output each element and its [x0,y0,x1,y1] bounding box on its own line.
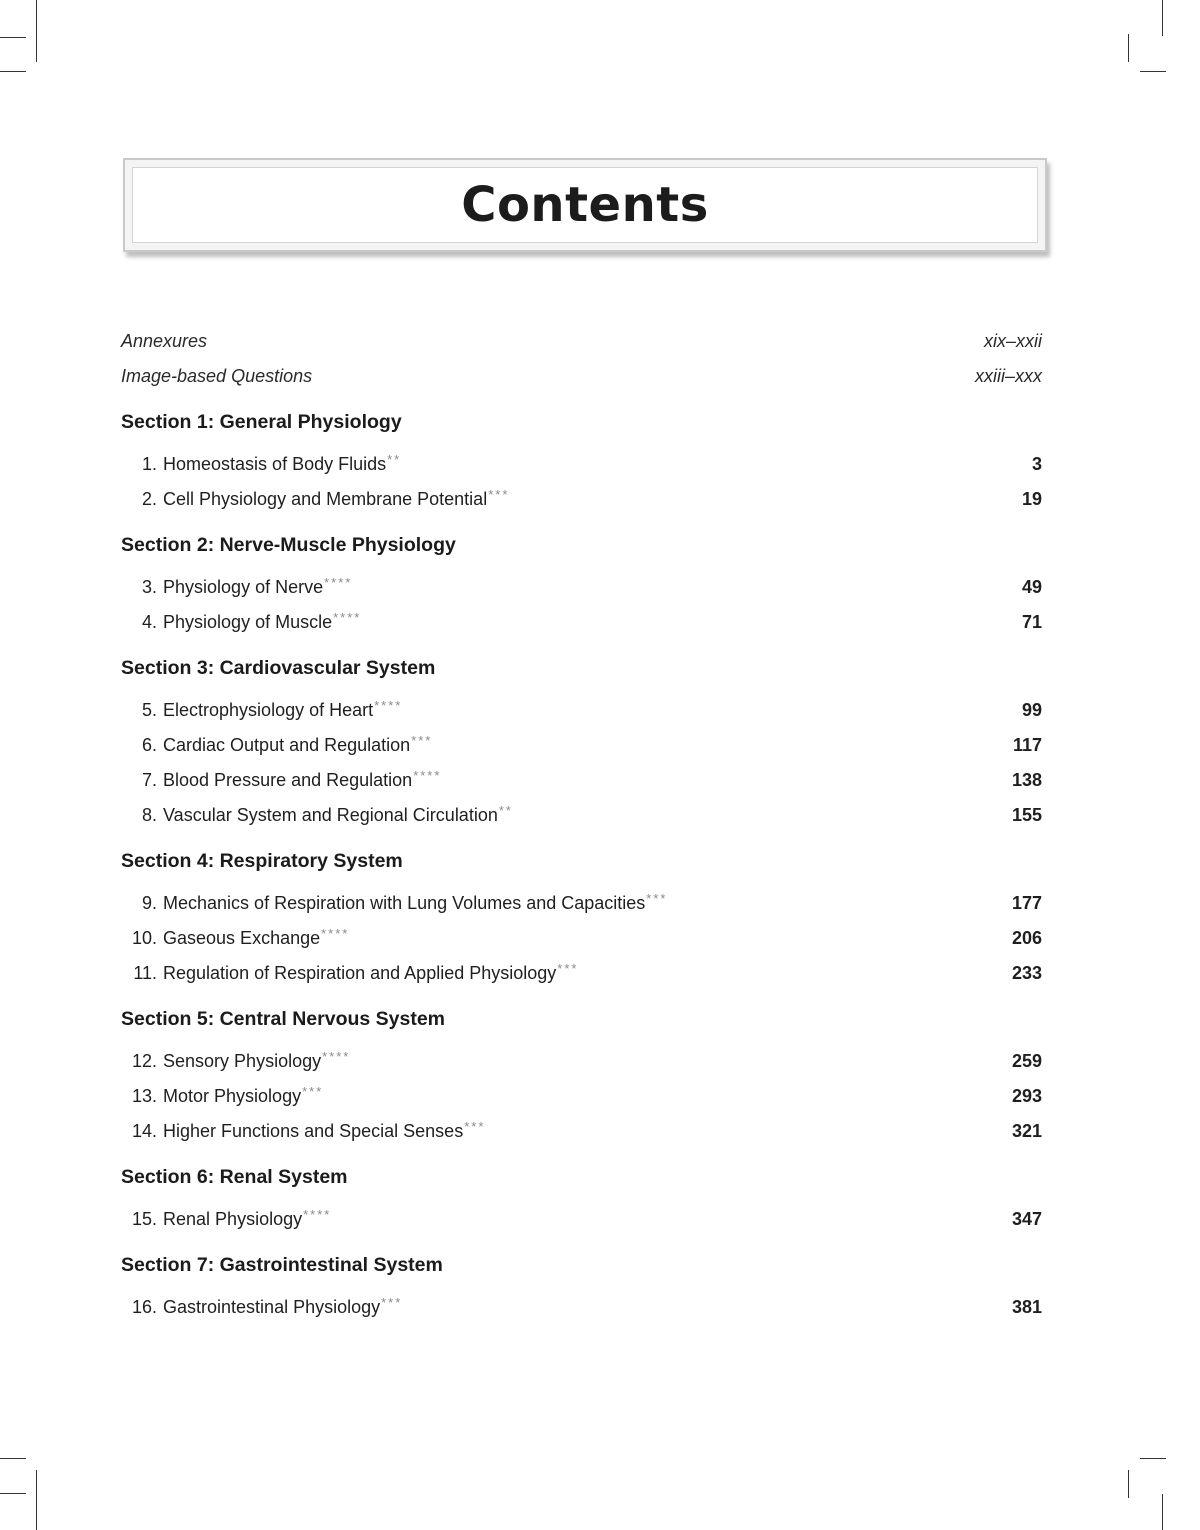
chapter-page-number: 233 [1011,963,1042,983]
chapter-page-number: 177 [1011,893,1042,913]
chapter-number: 3. [141,577,157,597]
chapter-page-number: 321 [1011,1121,1042,1141]
front-matter-pages: xix–xxii [983,331,1042,351]
chapter-title: Sensory Physiology [163,1051,322,1071]
chapter-entry [121,763,441,799]
chapter-title: Higher Functions and Special Senses [163,1121,464,1141]
front-matter-pages: xxiii–xxx [974,366,1042,386]
chapter-row[interactable] [121,1044,1042,1079]
importance-stars: ** [387,452,402,467]
chapter-row[interactable] [121,482,1042,517]
chapter-row[interactable] [121,728,1042,763]
chapter-entry [121,1114,485,1150]
chapter-entry [121,798,513,834]
chapter-page-number: 117 [1012,735,1042,755]
chapter-entry [121,693,402,729]
chapter-entry [121,886,667,922]
section-heading: Section 1: General Physiology [121,411,402,433]
chapter-entry [121,605,361,641]
chapter-number: 13. [131,1086,157,1106]
chapter-page-number: 259 [1011,1051,1042,1071]
section-heading: Section 7: Gastrointestinal System [121,1254,443,1276]
importance-stars: *** [464,1119,486,1134]
chapter-row[interactable] [121,1079,1042,1114]
section-heading: Section 4: Respiratory System [121,850,403,872]
crop-mark [1128,34,1129,62]
chapter-row[interactable] [121,1202,1042,1237]
section-heading: Section 3: Cardiovascular System [121,657,436,679]
chapter-page-number: 347 [1011,1209,1042,1229]
crop-mark [1162,1494,1163,1530]
chapter-title: Gastrointestinal Physiology [163,1297,381,1317]
chapter-number: 2. [141,489,157,509]
chapter-row[interactable] [121,605,1042,640]
chapter-number: 6. [141,735,157,755]
front-matter-label: Image-based Questions [121,366,313,386]
front-matter-row[interactable] [121,359,1042,394]
chapter-row[interactable] [121,693,1042,728]
chapter-page-number: 99 [1021,700,1042,720]
importance-stars: **** [321,926,350,941]
chapter-page-number: 3 [1031,454,1042,474]
chapter-number: 12. [131,1051,157,1071]
chapter-row[interactable] [121,956,1042,991]
chapter-title: Motor Physiology [163,1086,302,1106]
chapter-number: 10. [131,928,157,948]
crop-mark [1128,1470,1129,1498]
chapter-number: 7. [141,770,157,790]
crop-mark [1140,1458,1166,1459]
chapter-entry [121,956,578,992]
chapter-entry [121,1290,402,1326]
chapter-title: Electrophysiology of Heart [163,700,374,720]
front-matter-label: Annexures [121,331,208,351]
chapter-page-number: 293 [1011,1086,1042,1106]
crop-mark [1162,0,1163,36]
chapter-row[interactable] [121,763,1042,798]
chapter-title: Renal Physiology [163,1209,303,1229]
chapter-title: Vascular System and Regional Circulation [163,805,498,825]
chapter-title: Blood Pressure and Regulation [163,770,413,790]
chapter-entry [121,1202,331,1238]
crop-mark [36,1470,37,1530]
crop-mark [0,1458,26,1459]
chapter-title: Regulation of Respiration and Applied Physiology [163,963,557,983]
chapter-number: 1. [141,454,157,474]
chapter-entry [121,921,349,957]
chapter-page-number: 49 [1021,577,1042,597]
section-heading: Section 2: Nerve-Muscle Physiology [121,534,456,556]
crop-mark [36,0,37,62]
chapter-number: 4. [141,612,157,632]
chapter-page-number: 155 [1011,805,1042,825]
importance-stars: **** [374,698,403,713]
chapter-title: Mechanics of Respiration with Lung Volumes and Capacities [163,893,646,913]
importance-stars: **** [333,610,362,625]
chapter-row[interactable] [121,886,1042,921]
importance-stars: **** [303,1207,332,1222]
chapter-row[interactable] [121,1290,1042,1325]
section-heading: Section 6: Renal System [121,1166,348,1188]
chapter-row[interactable] [121,921,1042,956]
chapter-row[interactable] [121,1114,1042,1149]
chapter-number: 11. [133,963,157,983]
importance-stars: *** [646,891,668,906]
front-matter-row[interactable] [121,324,1042,359]
contents-title-box [123,158,1047,252]
chapter-page-number: 19 [1021,489,1042,509]
chapter-number: 8. [141,805,157,825]
chapter-number: 15. [131,1209,157,1229]
importance-stars: *** [411,733,433,748]
table-of-contents [121,324,1042,1325]
chapter-page-number: 206 [1011,928,1042,948]
importance-stars: **** [413,768,442,783]
chapter-row[interactable] [121,570,1042,605]
importance-stars: *** [381,1295,403,1310]
chapter-title: Gaseous Exchange [163,928,321,948]
chapter-number: 5. [141,700,157,720]
chapter-title: Physiology of Nerve [163,577,324,597]
page-title: Contents [461,177,709,233]
chapter-entry [121,482,509,518]
importance-stars: *** [488,487,510,502]
chapter-page-number: 381 [1011,1297,1042,1317]
chapter-number: 9. [141,893,157,913]
chapter-page-number: 71 [1021,612,1042,632]
crop-mark [1140,71,1166,72]
chapter-entry [121,728,432,764]
chapter-number: 14. [131,1121,157,1141]
importance-stars: **** [322,1049,351,1064]
crop-mark [0,71,26,72]
chapter-row[interactable] [121,447,1042,482]
importance-stars: *** [302,1084,324,1099]
chapter-entry [121,1079,323,1115]
importance-stars: ** [498,803,513,818]
section-heading: Section 5: Central Nervous System [121,1008,446,1030]
chapter-title: Cardiac Output and Regulation [163,735,411,755]
chapter-entry [121,447,401,483]
chapter-title: Cell Physiology and Membrane Potential [163,489,488,509]
chapter-title: Physiology of Muscle [163,612,333,632]
importance-stars: *** [557,961,579,976]
crop-mark [0,1493,26,1494]
chapter-row[interactable] [121,798,1042,833]
chapter-number: 16. [131,1297,157,1317]
crop-mark [0,37,26,38]
chapter-entry [121,570,352,606]
chapter-title: Homeostasis of Body Fluids [163,454,387,474]
chapter-page-number: 138 [1011,770,1042,790]
contents-title-frame [132,167,1038,243]
importance-stars: **** [324,575,353,590]
